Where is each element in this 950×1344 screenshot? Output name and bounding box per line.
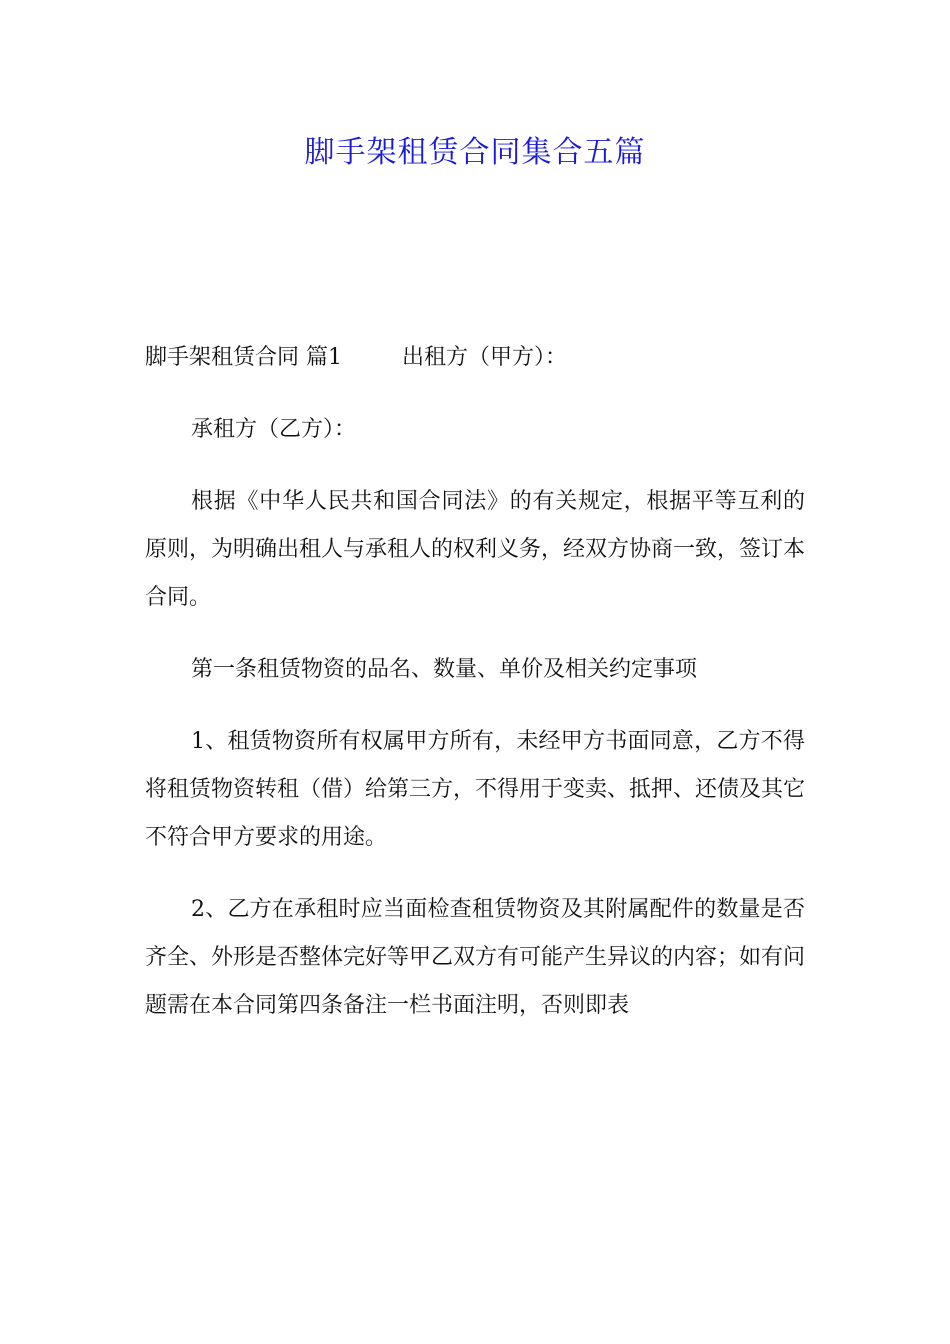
- article-one-heading: 第一条租赁物资的品名、数量、单价及相关约定事项: [191, 657, 698, 682]
- document-title: 脚手架租赁合同集合五篇: [304, 135, 646, 170]
- lessor-label: 出租方（甲方）：: [402, 345, 568, 370]
- clause-2-paragraph: 2、乙方在承租时应当面检查租赁物资及其附属配件的数量是否齐全、外形是否整体完好等甲乙双方有可能产生异议的内容；如有问题需在本合同第四条备注一栏书面注明，否则即表: [145, 897, 806, 1018]
- document-body: [145, 334, 805, 1054]
- first-line: [145, 334, 805, 382]
- lessee-line: 承租方（乙方）：: [191, 417, 357, 442]
- contract-heading: 脚手架租赁合同 篇1: [145, 345, 342, 370]
- preamble-paragraph: 根据《中华人民共和国合同法》的有关规定，根据平等互利的原则，为明确出租人与承租人的权利义务，经双方协商一致，签订本合同。: [145, 489, 806, 610]
- clause-1-paragraph: 1、租赁物资所有权属甲方所有，未经甲方书面同意，乙方不得将租赁物资转租（借）给第三方，不得用于变卖、抵押、还债及其它不符合甲方要求的用途。: [145, 729, 806, 850]
